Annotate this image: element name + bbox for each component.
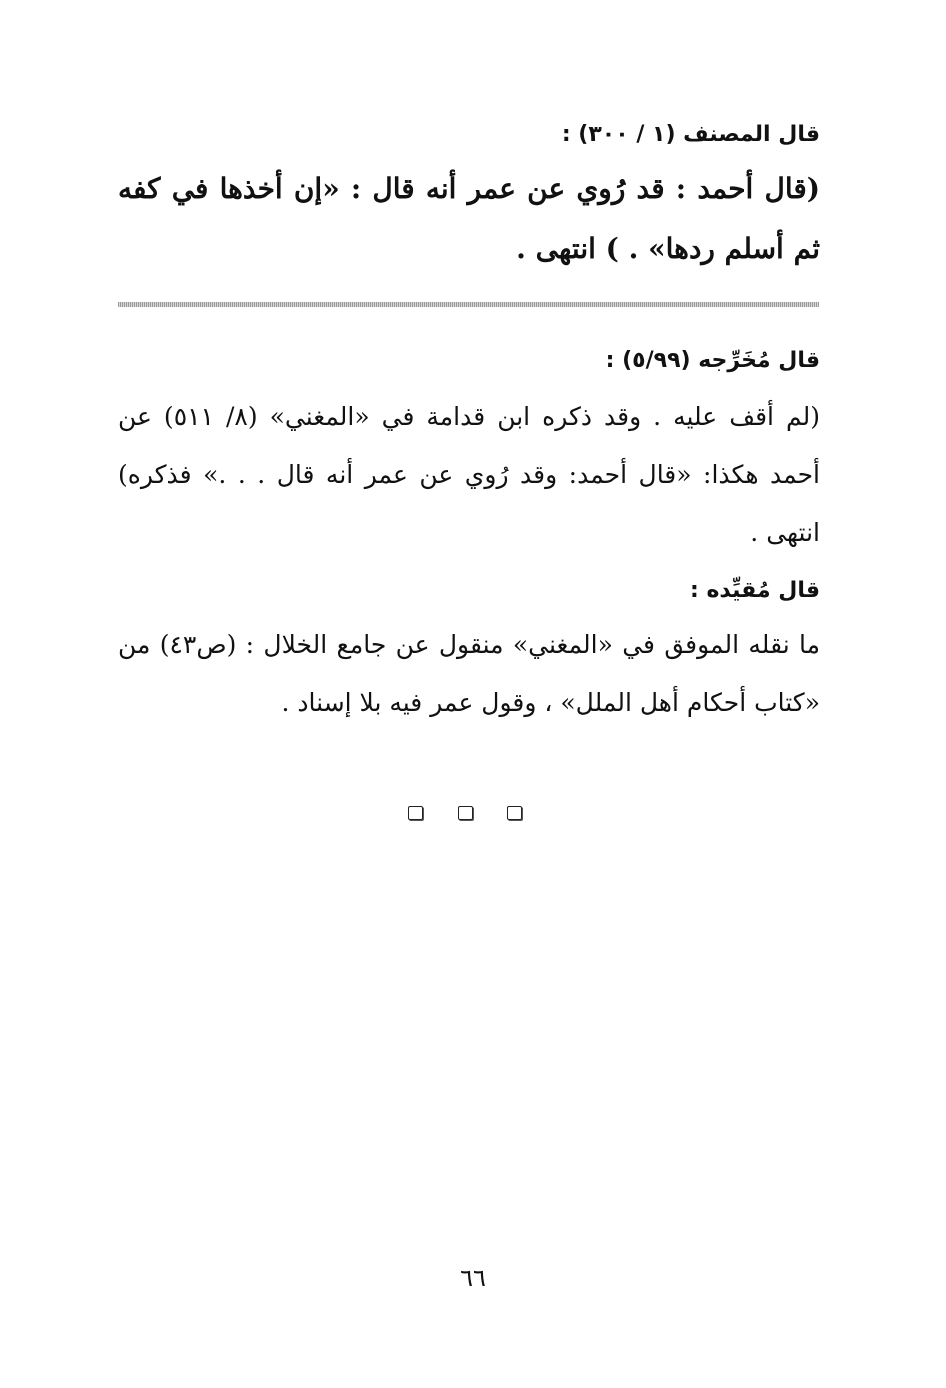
takhrij-line-3: انتهى . xyxy=(750,518,820,547)
section-divider xyxy=(118,302,819,307)
square-ornament-icon xyxy=(408,806,423,820)
commentator-line-1: ما نقله الموفق في «المغني» منقول عن جامع الخلال : (ص٤٣) من xyxy=(118,630,820,659)
page-number: ٦٦ xyxy=(460,1264,486,1292)
takhrij-heading: قال مُخَرِّجه (٥/٩٩) : xyxy=(605,348,820,373)
square-ornament-icon xyxy=(507,806,522,820)
author-quote-line-2: ثم أسلم ردها» . ) انتهى . xyxy=(516,232,820,265)
takhrij-line-1: (لم أقف عليه . وقد ذكره ابن قدامة في «المغني» (٨/ ٥١١) عن xyxy=(118,402,820,431)
takhrij-line-2: أحمد هكذا: «قال أحمد: وقد رُوي عن عمر أنه قال . . .» فذكره) xyxy=(118,460,820,489)
commentator-line-2: «كتاب أحكام أهل الملل» ، وقول عمر فيه بلا إسناد . xyxy=(281,688,820,717)
author-heading: قال المصنف (١ / ٣٠٠) : xyxy=(561,122,820,147)
square-ornament-icon xyxy=(458,806,473,820)
author-quote-line-1: (قال أحمد : قد رُوي عن عمر أنه قال : «إن أخذها في كفه xyxy=(118,172,820,205)
ornament-separator xyxy=(408,806,522,822)
commentator-heading: قال مُقيِّده : xyxy=(689,578,820,603)
